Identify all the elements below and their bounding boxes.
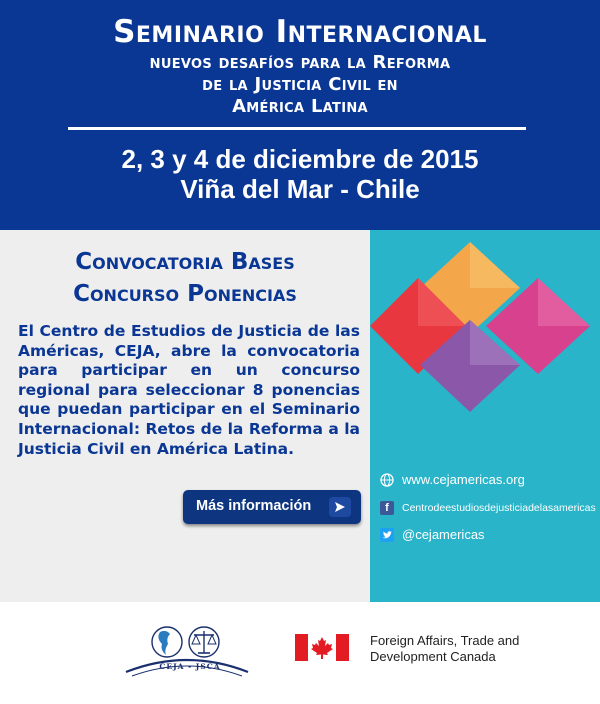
partner-line2: Development Canada — [370, 649, 496, 664]
twitter-text: @cejamericas — [402, 527, 485, 542]
arrow-right-icon — [329, 497, 351, 517]
ceja-logo-text: CEJA - JSCA — [159, 662, 221, 671]
globe-icon — [380, 473, 394, 487]
partner-text — [370, 633, 519, 665]
facebook-icon: f — [380, 501, 394, 515]
canada-flag-icon — [295, 634, 349, 661]
call-panel — [0, 230, 370, 602]
seminar-subtitle-line3: América Latina — [232, 96, 368, 117]
more-info-label: Más información — [196, 498, 312, 514]
website-text: www.cejamericas.org — [402, 472, 525, 487]
ceja-logo — [122, 620, 252, 688]
facebook-text: Centrodeestudiosdejusticiadelasamericas — [402, 502, 596, 514]
seminar-title: Seminario Internacional — [113, 14, 487, 50]
twitter-icon — [380, 528, 394, 542]
seminar-subtitle-line2: de la Justicia Civil en — [202, 74, 398, 95]
seminar-subtitle-line1: nuevos desafíos para la Reforma — [149, 52, 451, 73]
decorative-diamonds — [370, 230, 600, 420]
more-info-button[interactable] — [183, 490, 361, 524]
seminar-dates: 2, 3 y 4 de diciembre de 2015 — [121, 144, 479, 174]
call-title-line1: Convocatoria Bases — [75, 249, 295, 275]
call-description: El Centro de Estudios de Justicia de las Américas, CEJA, abre la convocatoria para participar en un concurso regional para seleccionar 8 ponencias que puedan participar en el Seminario Internacional: Retos de la Reforma a la Justicia Civil en América Latina. — [18, 322, 360, 458]
partner-line1: Foreign Affairs, Trade and — [370, 633, 520, 648]
header-divider — [68, 127, 526, 130]
call-title-line2: Concurso Ponencias — [73, 281, 297, 307]
contact-panel — [370, 230, 600, 602]
seminar-location: Viña del Mar - Chile — [180, 174, 420, 204]
footer — [0, 602, 600, 704]
header-banner — [0, 0, 600, 230]
